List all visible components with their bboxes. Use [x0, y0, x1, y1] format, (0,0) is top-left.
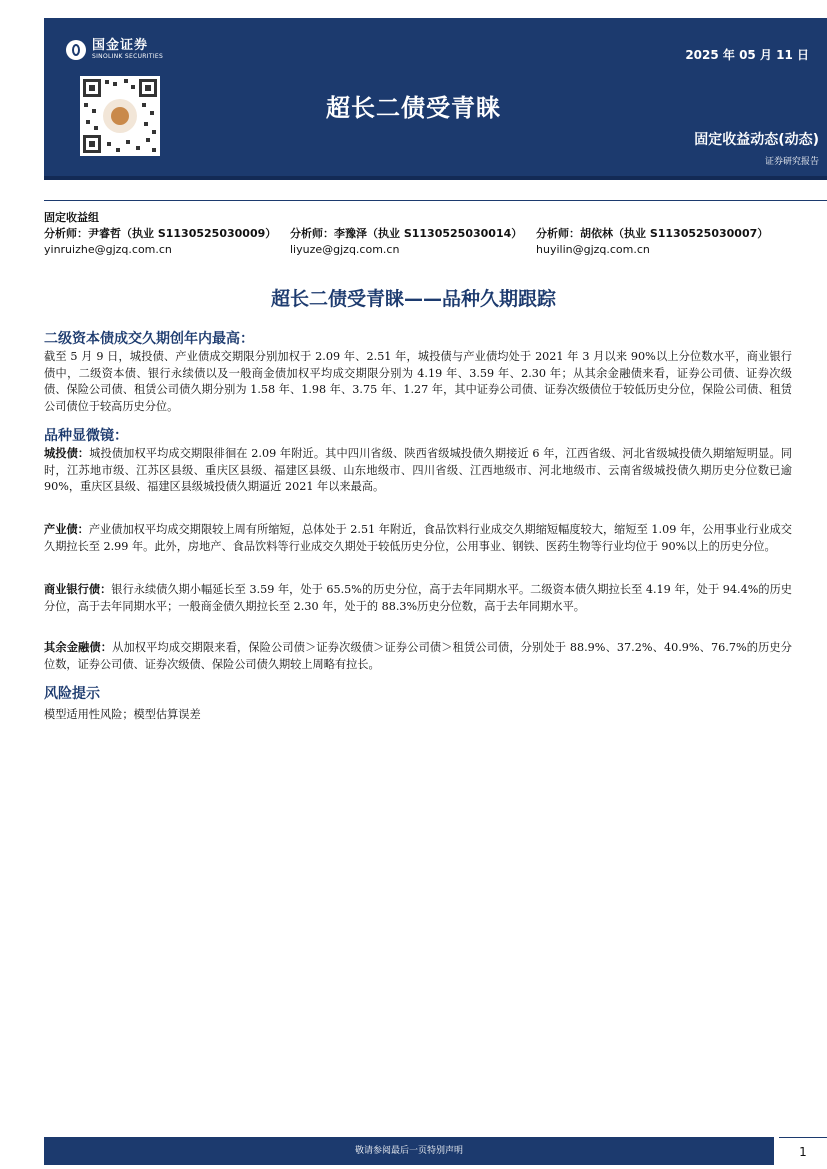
paragraph-lead: 城投债： [44, 447, 90, 460]
analyst-2: 分析师：李豫泽（执业 S1130525030014） [290, 227, 523, 240]
section-heading-risk: 风险提示 [44, 686, 100, 702]
brand-name-en: SINOLINK SECURITIES [92, 53, 164, 60]
brand-logo [66, 39, 163, 60]
analyst-2-email: liyuze@gjzq.com.cn [290, 243, 400, 256]
paragraph-lead: 其余金融债： [44, 641, 113, 654]
paragraph-other-financial: 其余金融债：从加权平均成交期限来看，保险公司债＞证券次级债＞证券公司债＞租赁公司债，分别处于 88.9%、37.2%、40.9%、76.7%的历史分位数，证券公司债、证券次级债、保险公司债久期较上周略有拉长。 [44, 641, 792, 671]
section-text-duration: 截至 5 月 9 日，城投债、产业债成交期限分别加权于 2.09 年、2.51 年，城投债与产业债均处于 2021 年 3 月以来 90%以上分位数水平，商业银行债中，二级资本债、银行永续债以及一般商金债加权平均成交期限分别为 4.19 年、3.59 年、2.30 年；从其余金融债来看，证券公司债、证券次级债、保险公司债、租赁公司债久期分别为 1.58 年、1.98 年、3.75 年、1.27 年，其中证券公司债、证券次级债位于较低历史分位，保险公司债、租赁公司债位于较高历史分位。 [44, 350, 792, 413]
section-heading-microscope: 品种显微镜： [44, 428, 128, 444]
risk-text: 模型适用性风险；模型估算误差 [44, 708, 201, 721]
page-number: 1 [779, 1137, 827, 1166]
paragraph-urban-investment: 城投债：城投债加权平均成交期限徘徊在 2.09 年附近。其中四川省级、陕西省级城投债久期接近 6 年，江西省级、河北省级城投债久期缩短明显。同时，江苏地市级、江苏区县级、重庆区县级、福建区县级、山东地级市、四川省级、江西地级市、河北地级市、云南省级城投债久期历史分位数已逾 90%，重庆区县级、福建区县级城投债久期逼近 2021 年以来最高。 [44, 447, 792, 494]
section-heading-duration: 二级资本债成交久期创年内最高： [44, 331, 254, 347]
paragraph-commercial-bank: 商业银行债：银行永续债久期小幅延长至 3.59 年，处于 65.5%的历史分位，高于去年同期水平。二级资本债久期拉长至 4.19 年，处于 94.4%的历史分位，高于去年同期水平；一般商金债久期拉长至 2.30 年，处于的 88.3%历史分位数，高于去年同期水平。 [44, 583, 792, 613]
paragraph-lead: 产业债： [44, 523, 89, 536]
analyst-1: 分析师：尹睿哲（执业 S1130525030009） [44, 227, 277, 240]
research-group: 固定收益组 [44, 211, 99, 224]
author-block [44, 210, 804, 258]
analyst-1-email: yinruizhe@gjzq.com.cn [44, 243, 172, 256]
report-date: 2025 年 05 月 11 日 [685, 48, 809, 62]
report-category: 证券研究报告 [764, 157, 819, 167]
paragraph-industrial: 产业债：产业债加权平均成交期限较上周有所缩短，总体处于 2.51 年附近，食品饮料行业成交久期缩短幅度较大，缩短至 1.09 年，公用事业行业成交久期拉长至 2.99 年。此外，房地产、食品饮料等行业成交久期处于较低历史分位，公用事业、钢铁、医药生物等行业均位于 90%以上的历史分位。 [44, 523, 792, 553]
main-title: 超长二债受青睐——品种久期跟踪 [270, 288, 556, 310]
analyst-3-email: huyilin@gjzq.com.cn [536, 243, 650, 256]
header-divider [44, 200, 827, 201]
paragraph-lead: 商业银行债： [44, 583, 112, 596]
footer-disclaimer: 敬请参阅最后一页特别声明 [44, 1137, 774, 1165]
brand-logo-icon [66, 40, 86, 60]
analyst-3: 分析师：胡依林（执业 S1130525030007） [536, 227, 769, 240]
report-type: 固定收益动态(动态) [694, 132, 819, 148]
report-title: 超长二债受青睐 [326, 94, 501, 122]
brand-name-cn: 国金证券 [92, 38, 149, 53]
